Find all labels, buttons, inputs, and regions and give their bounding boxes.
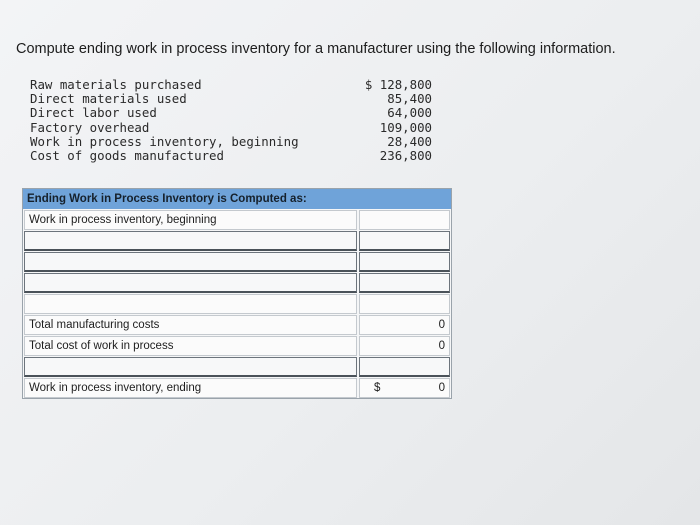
info-row-direct-materials-used [30, 92, 432, 106]
row-total-cost-wip [23, 336, 451, 356]
info-value: 85,400 [387, 91, 432, 107]
row-input-1 [23, 231, 451, 251]
row-wip-beginning [23, 210, 451, 230]
currency-symbol: $ [374, 382, 381, 394]
info-label: Direct labor used [30, 105, 157, 121]
info-value: 28,400 [387, 133, 432, 149]
row-blank [23, 294, 451, 314]
total-cost-wip-value: 0 [359, 336, 450, 356]
item-select-4[interactable] [24, 357, 357, 377]
row-input-2 [23, 252, 451, 272]
total-manufacturing-costs-label: Total manufacturing costs [24, 315, 357, 335]
worksheet-header: Ending Work in Process Inventory is Computed as: [23, 189, 451, 209]
item-select-1[interactable] [24, 231, 357, 251]
given-information [30, 78, 432, 163]
wip-ending-value: 0 [438, 382, 445, 394]
info-value: 236,800 [379, 148, 432, 164]
info-value: 64,000 [387, 105, 432, 121]
info-row-wip-beginning [30, 135, 432, 149]
row-wip-ending [23, 378, 451, 398]
ending-wip-worksheet [22, 188, 452, 399]
info-row-cost-of-goods-manufactured [30, 149, 432, 163]
blank-amount-input[interactable] [359, 294, 450, 314]
question-title: Compute ending work in process inventory for a manufacturer using the following information. [16, 41, 616, 57]
info-value: $ 128,800 [364, 77, 432, 92]
total-cost-wip-label: Total cost of work in process [24, 336, 357, 356]
amount-input-4[interactable] [359, 357, 450, 377]
info-label: Cost of goods manufactured [30, 148, 224, 164]
info-label: Direct materials used [30, 91, 187, 107]
info-row-factory-overhead [30, 121, 432, 135]
wip-beginning-label: Work in process inventory, beginning [24, 210, 357, 230]
amount-input-3[interactable] [359, 273, 450, 293]
info-label: Raw materials purchased [30, 77, 202, 92]
item-select-2[interactable] [24, 252, 357, 272]
wip-ending-cell [359, 378, 450, 398]
amount-input-1[interactable] [359, 231, 450, 251]
wip-ending-label: Work in process inventory, ending [24, 378, 357, 398]
wip-beginning-amount-input[interactable] [359, 210, 450, 230]
info-row-raw-materials-purchased [30, 78, 432, 92]
info-row-direct-labor-used [30, 106, 432, 120]
blank-label-cell [24, 294, 357, 314]
row-input-3 [23, 273, 451, 293]
info-value: 109,000 [379, 119, 432, 135]
item-select-3[interactable] [24, 273, 357, 293]
row-input-4 [23, 357, 451, 377]
row-total-manufacturing-costs [23, 315, 451, 335]
info-label: Factory overhead [30, 119, 150, 135]
info-label: Work in process inventory, beginning [30, 133, 299, 149]
amount-input-2[interactable] [359, 252, 450, 272]
total-manufacturing-costs-value: 0 [359, 315, 450, 335]
